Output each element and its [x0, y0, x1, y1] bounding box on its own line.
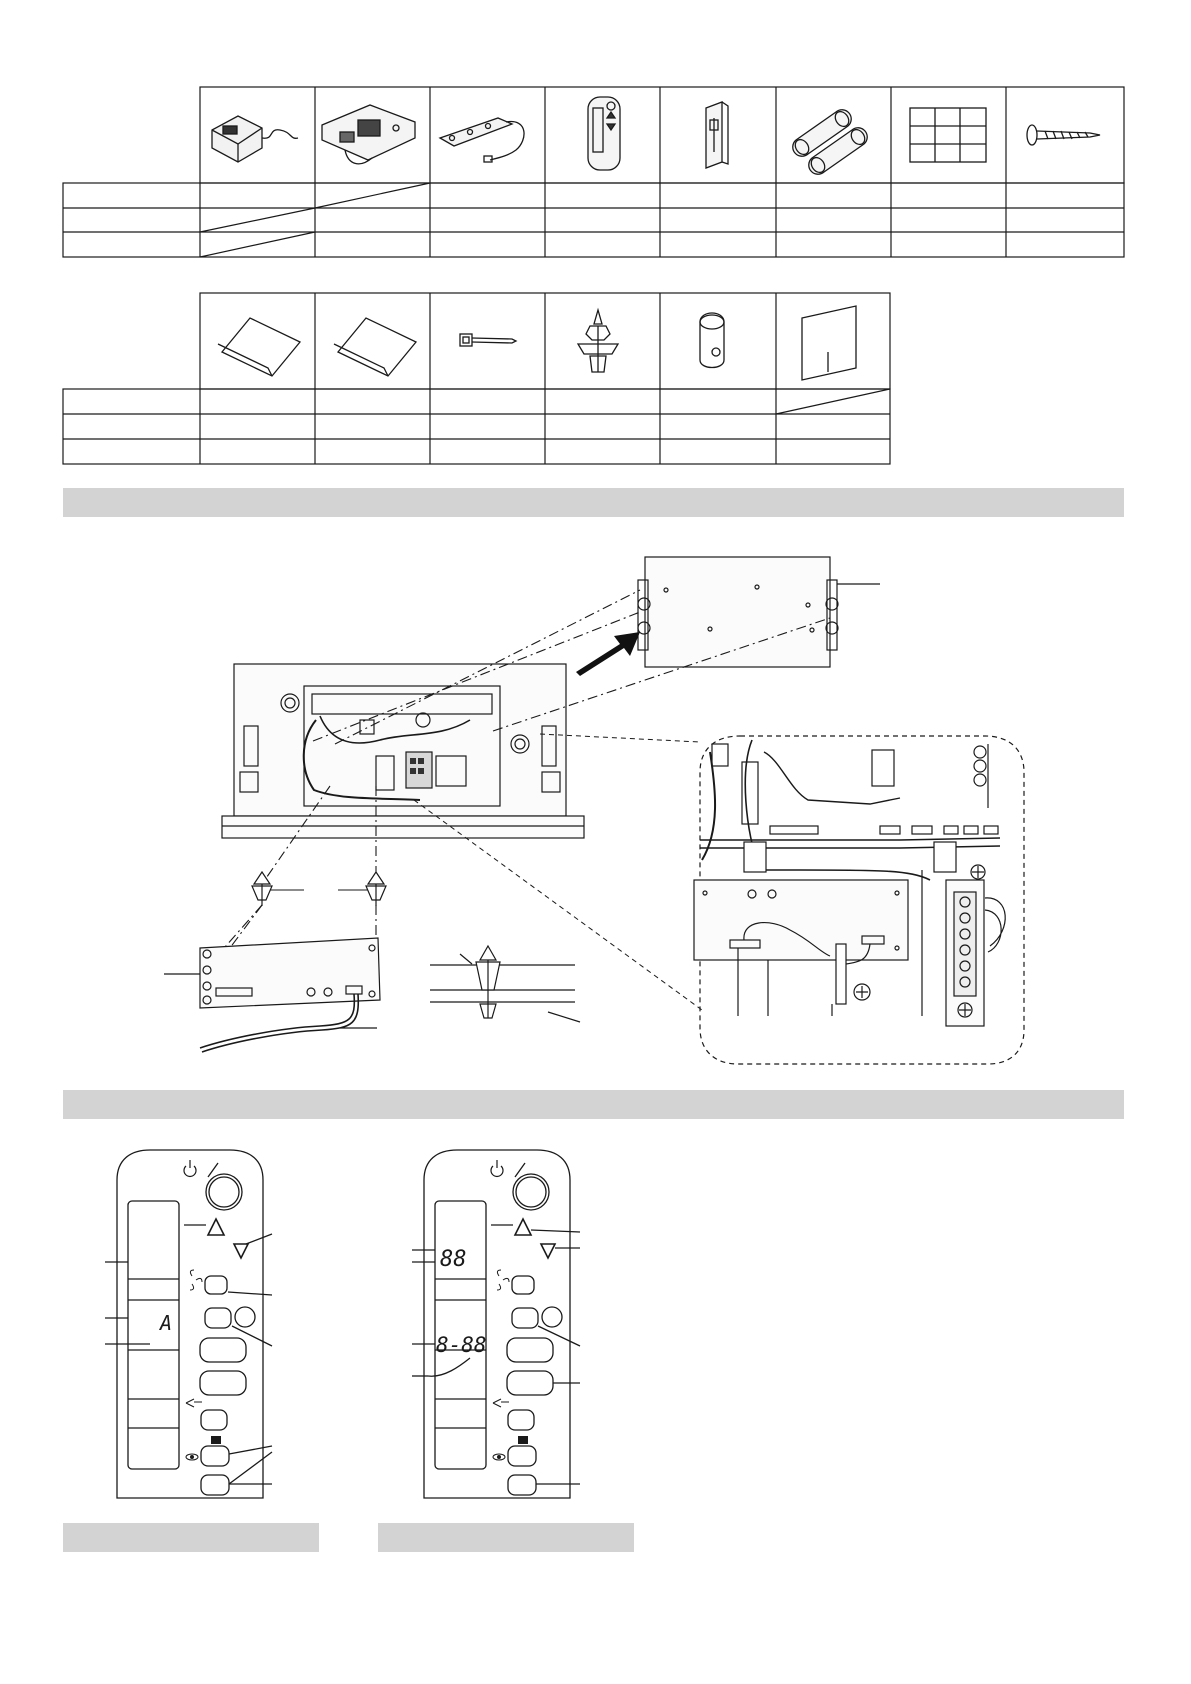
cord-clamp-icon — [700, 313, 724, 368]
receiver-pcb-assembly-icon — [322, 105, 415, 164]
removal-direction-arrow-icon — [576, 632, 640, 676]
indoor-unit-body — [222, 664, 584, 838]
remote-b-filter-icon — [518, 1436, 528, 1444]
installation-manual-icon — [218, 318, 300, 376]
remote-a-filter-icon — [211, 1436, 221, 1444]
batteries-icon — [792, 109, 867, 175]
control-box — [638, 557, 880, 667]
remote-b-display-temp: 88 — [440, 1247, 467, 1272]
remote-b-caption-band — [378, 1523, 634, 1552]
wiring-detail-callout — [694, 736, 1024, 1064]
push-clamp-left — [252, 872, 272, 906]
remote-a — [105, 1150, 272, 1498]
remote-holder-icon — [706, 102, 728, 168]
cable-tie-icon — [460, 334, 516, 346]
push-clamp-icon — [578, 310, 618, 372]
mounting-screw-icon — [1027, 125, 1100, 145]
push-clamp-right — [366, 872, 386, 906]
operation-manual-icon — [334, 318, 416, 376]
remote-b-display-timer: 8-88 — [436, 1333, 487, 1357]
remote-a-caption-band — [63, 1523, 319, 1552]
accessories-table-2 — [63, 293, 890, 464]
control-pcb-with-cable-icon — [440, 118, 524, 162]
insulation-sheet-icon — [802, 306, 856, 380]
remote-controller-icon — [588, 97, 620, 170]
remote-b — [412, 1150, 580, 1498]
remote-section-band — [63, 1090, 1124, 1119]
label-sheet-icon — [910, 108, 986, 162]
wireless-receiver-unit-icon — [212, 116, 298, 162]
installation-section-band — [63, 488, 1124, 517]
receiver-pcb-plate — [164, 938, 380, 1052]
clamp-cross-section — [430, 946, 580, 1022]
remote-a-display-segment-2: A — [160, 1311, 173, 1335]
